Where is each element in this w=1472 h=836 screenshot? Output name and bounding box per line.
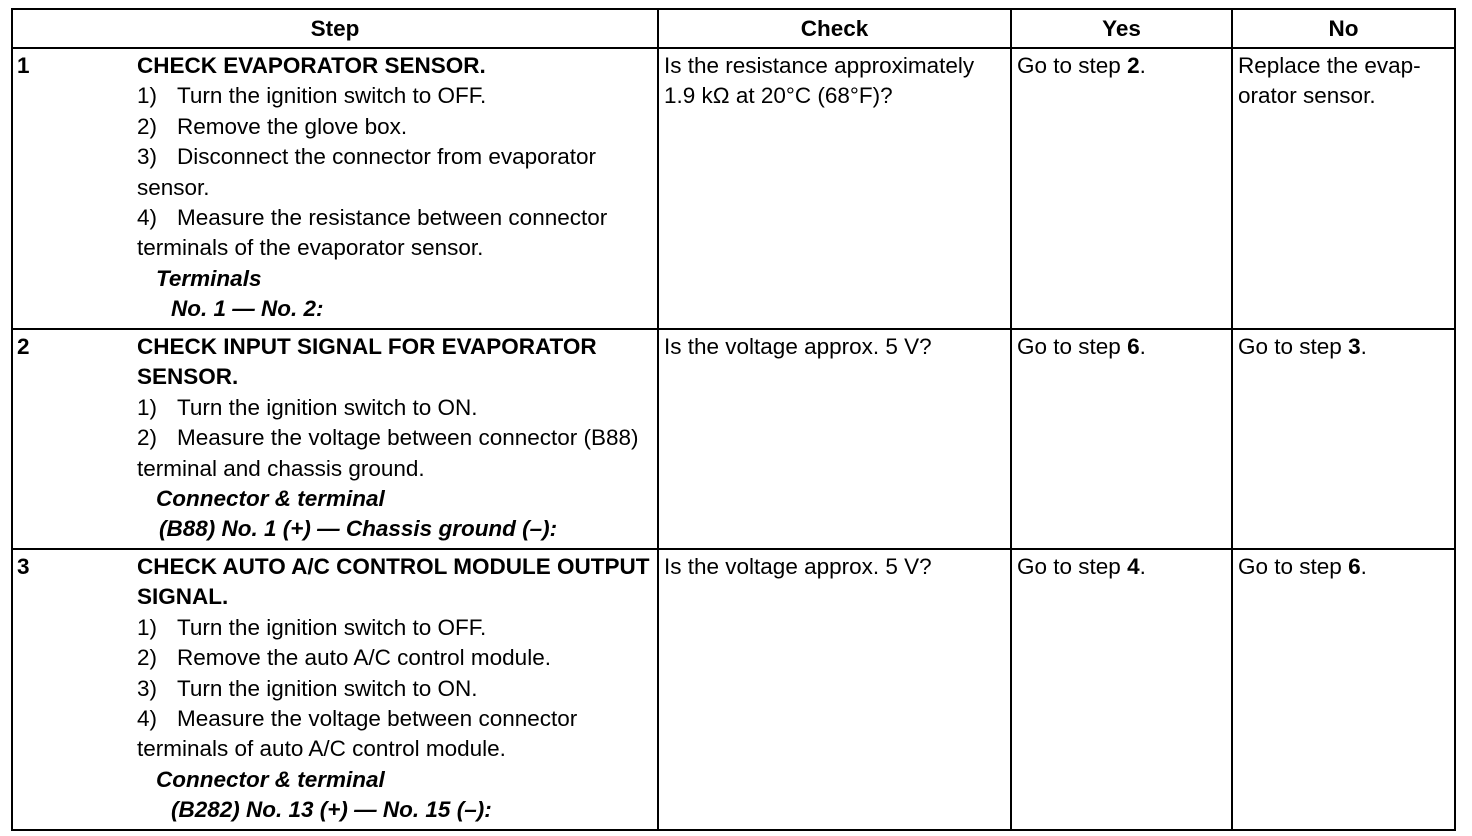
check-cell: Is the resistance approximately 1.9 kΩ at 20°C (68°F)? — [658, 48, 1011, 329]
yes-cell: Go to step 6. — [1011, 329, 1232, 549]
procedure-item: 2) Remove the auto A/C control module. — [137, 645, 551, 671]
check-cell: Is the voltage approx. 5 V? — [658, 549, 1011, 830]
header-no: No — [1232, 9, 1455, 48]
step-number: 1 — [17, 53, 30, 78]
step-cell — [12, 329, 658, 549]
step-title: CHECK EVAPORATOR SENSOR. — [137, 53, 486, 78]
spec-label: Terminals — [156, 265, 262, 291]
yes-cell: Go to step 4. — [1011, 549, 1232, 830]
spec-value: (B282) No. 13 (+) — No. 15 (–): — [171, 797, 492, 823]
procedure-item: 2) Remove the glove box. — [137, 113, 408, 139]
procedure-item: 1) Turn the ignition switch to OFF. — [137, 83, 487, 109]
header-check: Check — [658, 9, 1011, 48]
header-step: Step — [12, 9, 658, 48]
procedure-item: 4) Measure the voltage between connector terminals of auto A/C control module. — [137, 706, 578, 762]
procedure-item: 4) Measure the resistance between connector terminals of the evaporator sensor. — [137, 205, 608, 261]
procedure-item: 1) Turn the ignition switch to OFF. — [137, 614, 487, 640]
step-cell — [12, 549, 658, 830]
no-cell: Replace the evap-orator sensor. — [1232, 48, 1455, 329]
yes-cell: Go to step 2. — [1011, 48, 1232, 329]
spec-label: Connector & terminal — [156, 766, 385, 792]
table-header-row — [12, 9, 1455, 48]
procedure-item: 1) Turn the ignition switch to ON. — [137, 394, 478, 420]
step-title: CHECK INPUT SIGNAL FOR EVAPORATOR SENSOR. — [137, 334, 597, 390]
table-row — [12, 549, 1455, 830]
table-row — [12, 48, 1455, 329]
header-yes: Yes — [1011, 9, 1232, 48]
procedure-item: 2) Measure the voltage between connector (B88) terminal and chassis ground. — [137, 425, 639, 481]
spec-value: No. 1 — No. 2: — [171, 296, 324, 322]
table-row — [12, 329, 1455, 549]
step-cell — [12, 48, 658, 329]
step-number: 3 — [17, 554, 30, 579]
spec-value: (B88) No. 1 (+) — Chassis ground (–): — [159, 516, 558, 542]
procedure-item: 3) Turn the ignition switch to ON. — [137, 675, 478, 701]
no-cell: Go to step 6. — [1232, 549, 1455, 830]
step-title: CHECK AUTO A/C CONTROL MODULE OUTPUT SIGNAL. — [137, 554, 650, 610]
procedure-item: 3) Disconnect the connector from evaporator sensor. — [137, 144, 596, 200]
spec-label: Connector & terminal — [156, 486, 385, 512]
no-cell: Go to step 3. — [1232, 329, 1455, 549]
step-number: 2 — [17, 334, 30, 359]
diagnostic-table — [11, 8, 1456, 831]
check-cell: Is the voltage approx. 5 V? — [658, 329, 1011, 549]
